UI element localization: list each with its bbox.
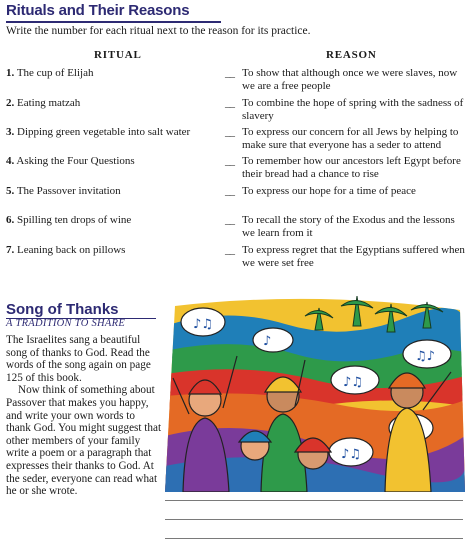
ritual-column-header: RITUAL [94, 49, 142, 61]
song-subtitle: A TRADITION TO SHARE [6, 318, 126, 329]
answer-blank[interactable]: __ [225, 244, 234, 256]
reason-item: To combine the hope of spring with the sadness of slavery [242, 97, 464, 122]
answer-blank[interactable]: __ [225, 67, 234, 79]
answer-blank[interactable]: __ [225, 155, 234, 167]
reason-item: To show that although once we were slaves, now we are a free people [242, 67, 458, 92]
writing-line[interactable] [165, 538, 463, 539]
reason-item: To recall the story of the Exodus and the lessons we learn from it [242, 214, 455, 239]
svg-text:♪♫: ♪♫ [341, 447, 361, 462]
reason-column-header: REASON [326, 49, 377, 61]
reason-item: To express our hope for a time of peace [242, 185, 416, 197]
ritual-item: 4. Asking the Four Questions [6, 155, 135, 167]
answer-blank[interactable]: __ [225, 185, 234, 197]
celebrating-israelites-illustration [165, 296, 465, 492]
svg-text:♪♫: ♪♫ [193, 317, 213, 332]
instructions: Write the number for each ritual next to the reason for its practice. [6, 25, 311, 37]
answer-blank[interactable]: __ [225, 214, 234, 226]
ritual-item: 3. Dipping green vegetable into salt water [6, 126, 191, 138]
ritual-item: 7. Leaning back on pillows [6, 244, 126, 256]
answer-blank[interactable]: __ [225, 126, 234, 138]
reason-item: To express regret that the Egyptians suffered when we were set free [242, 244, 465, 269]
svg-text:♪♫: ♪♫ [343, 375, 363, 390]
song-paragraph: The Israelites sang a beautiful song of thanks to God. Read the words of the song again on page 125 of this book. [6, 334, 151, 384]
title-divider [6, 21, 221, 23]
ritual-item: 6. Spilling ten drops of wine [6, 214, 132, 226]
svg-text:♫♪: ♫♪ [415, 349, 435, 364]
worksheet-title: Rituals and Their Reasons [6, 2, 190, 19]
ritual-item: 2. Eating matzah [6, 97, 81, 109]
ritual-item: 5. The Passover invitation [6, 185, 121, 197]
song-text [6, 334, 162, 498]
song-title: Song of Thanks [6, 301, 119, 318]
song-paragraph: Now think of something about Passover that makes you happy, and write your own words to thank God. You might suggest that other members of your family write a poem or a paragraph that expresses their thanks to God. At the seder, everyone can read what he or she wrote. [6, 384, 162, 498]
writing-line[interactable] [165, 519, 463, 520]
writing-line[interactable] [165, 500, 463, 501]
answer-blank[interactable]: __ [225, 97, 234, 109]
svg-text:♪: ♪ [263, 334, 272, 349]
ritual-item: 1. The cup of Elijah [6, 67, 94, 79]
reason-item: To express our concern for all Jews by helping to make sure that everyone has a seder to attend [242, 126, 459, 151]
reason-item: To remember how our ancestors left Egypt before their bread had a chance to rise [242, 155, 461, 180]
